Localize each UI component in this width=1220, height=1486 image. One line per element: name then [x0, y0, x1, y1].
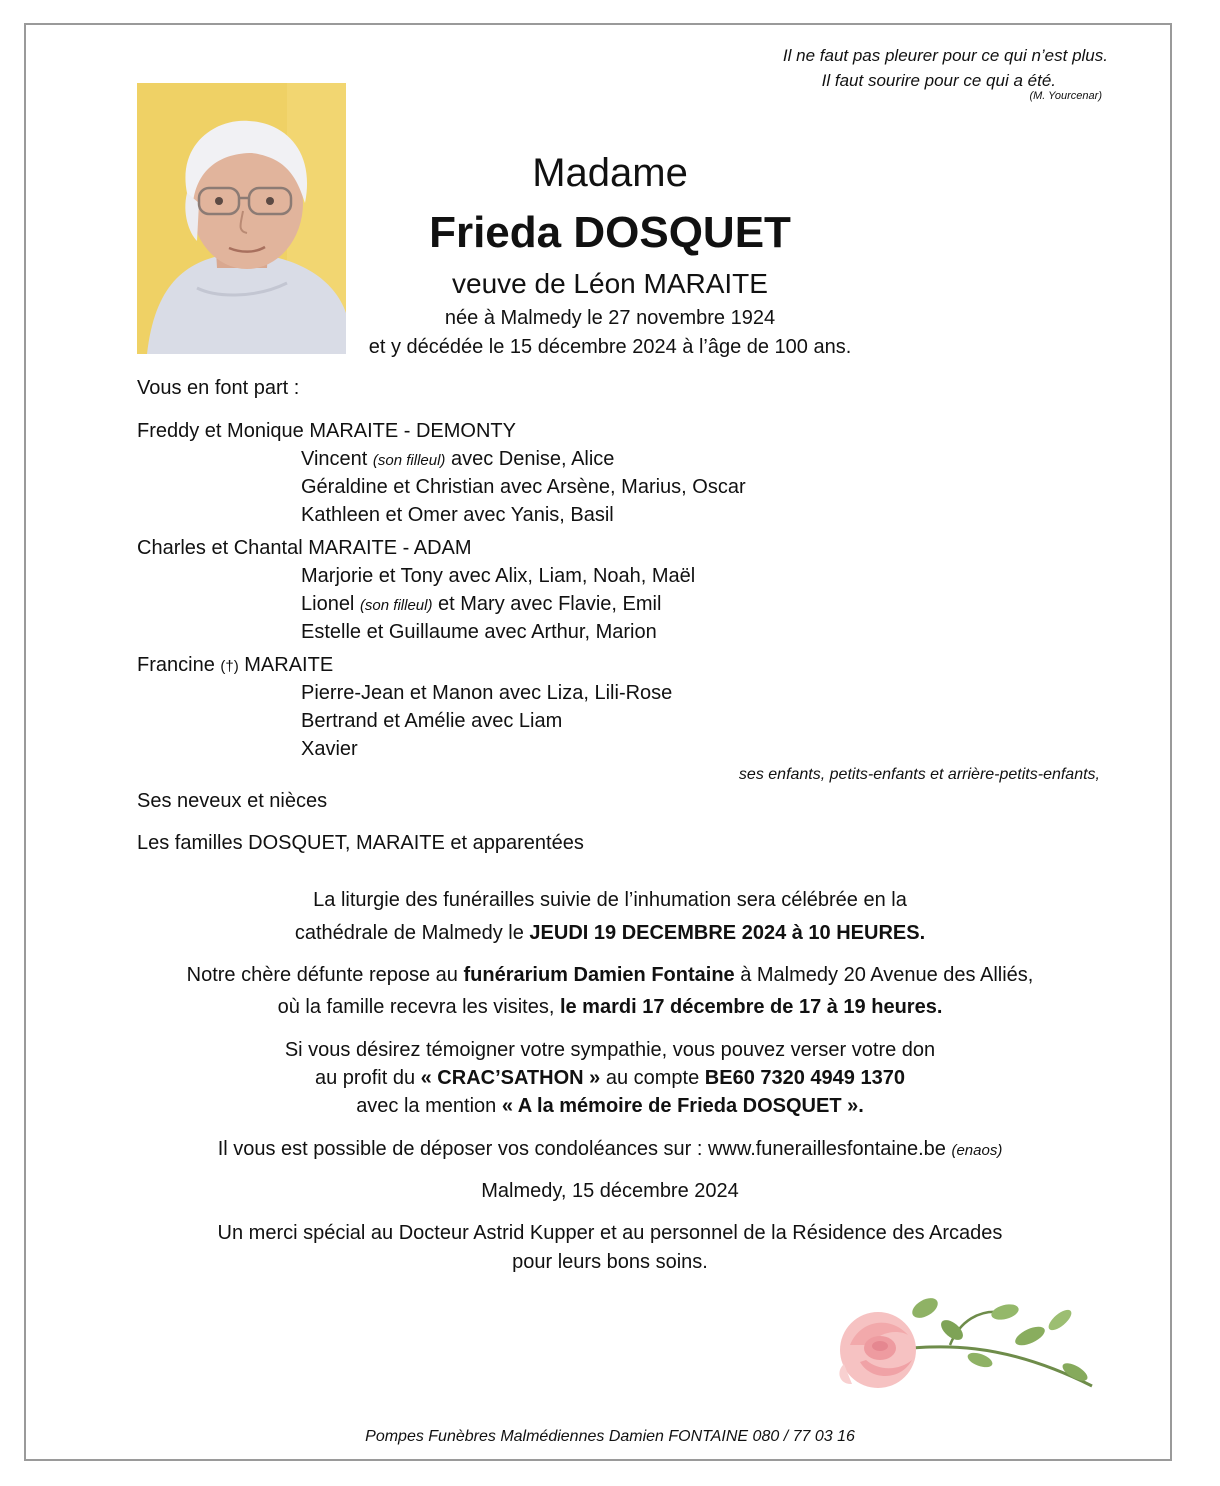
family-3-child-3: Xavier	[301, 738, 358, 760]
families-line: Les familles DOSQUET, MARAITE et apparentées	[137, 832, 584, 854]
ceremony-line-2: cathédrale de Malmedy le JEUDI 19 DECEMBRE 2024 à 10 HEURES.	[294, 922, 926, 944]
birth-line: née à Malmedy le 27 novembre 1924	[444, 307, 776, 329]
descendants-note: ses enfants, petits-enfants et arrière-petits-enfants,	[738, 766, 1100, 783]
family-3-child-1: Pierre-Jean et Manon avec Liza, Lili-Rose	[301, 682, 673, 704]
family-head-1: Freddy et Monique MARAITE - DEMONTY	[137, 420, 516, 442]
donation-line-3: avec la mention « A la mémoire de Frieda DOSQUET ».	[356, 1095, 864, 1117]
ceremony-line-1: La liturgie des funérailles suivie de l’inhumation sera célébrée en la	[313, 889, 907, 911]
rose-icon	[830, 1290, 1100, 1410]
quote-line-1: Il ne faut pas pleurer pour ce qui n’est plus.	[782, 46, 1108, 65]
widow-of: veuve de Léon MARAITE	[452, 268, 768, 299]
condolences-line: Il vous est possible de déposer vos condoléances sur : www.funeraillesfontaine.be (enaos)	[217, 1138, 1003, 1160]
family-head-2: Charles et Chantal MARAITE - ADAM	[137, 537, 472, 559]
donation-line-1: Si vous désirez témoigner votre sympathie, vous pouvez verser votre don	[284, 1039, 936, 1061]
visit-line-2: où la famille recevra les visites, le mardi 17 décembre de 17 à 19 heures.	[277, 996, 943, 1018]
deceased-name: Frieda DOSQUET	[429, 208, 791, 257]
family-1-child-3: Kathleen et Omer avec Yanis, Basil	[301, 504, 614, 526]
visit-line-1: Notre chère défunte repose au funérarium Damien Fontaine à Malmedy 20 Avenue des Alliés,	[186, 964, 1034, 986]
family-3-child-2: Bertrand et Amélie avec Liam	[301, 710, 563, 732]
death-line: et y décédée le 15 décembre 2024 à l’âge de 100 ans.	[368, 336, 852, 358]
family-2-child-3: Estelle et Guillaume avec Arthur, Marion	[301, 621, 657, 643]
donation-line-2: au profit du « CRAC’SATHON » au compte BE60 7320 4949 1370	[315, 1067, 905, 1089]
thanks-line-1: Un merci spécial au Docteur Astrid Kupper et au personnel de la Résidence des Arcades	[217, 1222, 1003, 1244]
nephews-line: Ses neveux et nièces	[137, 790, 328, 812]
quote-author: (M. Yourcenar)	[1029, 90, 1102, 102]
family-2-child-2: Lionel (son filleul) et Mary avec Flavie, Emil	[301, 593, 662, 615]
deceased-mark: (†)	[220, 658, 239, 675]
footer-funeral-home: Pompes Funèbres Malmédiennes Damien FONTAINE 080 / 77 03 16	[365, 1428, 855, 1445]
family-1-child-1: Vincent (son filleul) avec Denise, Alice	[301, 448, 615, 470]
family-head-3: Francine (†) MARAITE	[137, 654, 334, 676]
family-2-child-1: Marjorie et Tony avec Alix, Liam, Noah, Maël	[301, 565, 696, 587]
quote-line-2: Il faut sourire pour ce qui a été.	[821, 71, 1056, 90]
intro-line: Vous en font part :	[137, 377, 300, 399]
thanks-line-2: pour leurs bons soins.	[512, 1251, 708, 1273]
title-madame: Madame	[532, 151, 688, 195]
place-date: Malmedy, 15 décembre 2024	[481, 1180, 739, 1202]
family-1-child-2: Géraldine et Christian avec Arsène, Marius, Oscar	[301, 476, 746, 498]
